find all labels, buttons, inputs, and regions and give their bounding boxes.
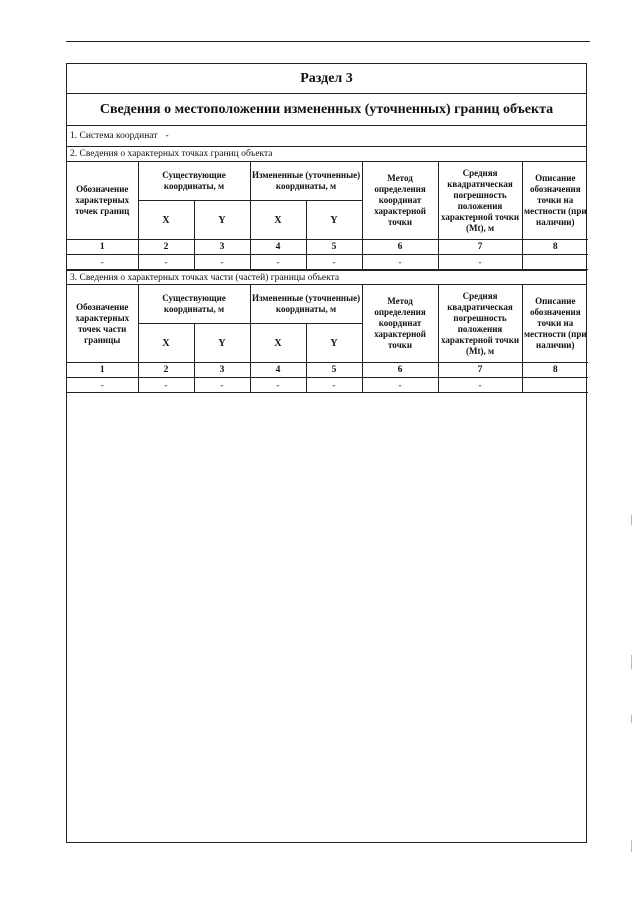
table2-col-number: 5 bbox=[306, 363, 362, 378]
table2-caption: 3. Сведения о характерных точках части (частей) границы объекта bbox=[67, 270, 586, 285]
table2-number-row bbox=[67, 363, 588, 378]
table1-header-method: Метод определения координат характерной точки bbox=[362, 162, 438, 240]
table1-number-row bbox=[67, 240, 588, 255]
table1-cell bbox=[522, 255, 588, 270]
table2 bbox=[67, 285, 588, 393]
scan-artifact bbox=[631, 655, 632, 669]
table1-col-number: 5 bbox=[306, 240, 362, 255]
table2-col-number: 4 bbox=[250, 363, 306, 378]
table1-cell: - bbox=[438, 255, 522, 270]
table2-cell: - bbox=[306, 378, 362, 393]
table2-header-point-name: Обозначение характерных точек части границы bbox=[67, 285, 138, 363]
table1-header-existing-y: Y bbox=[194, 201, 250, 240]
table1-cell: - bbox=[250, 255, 306, 270]
section-frame bbox=[66, 63, 587, 843]
scan-artifact bbox=[631, 715, 632, 723]
table1-col-number: 3 bbox=[194, 240, 250, 255]
table1 bbox=[67, 162, 588, 270]
table2-header-existing: Существующие координаты, м bbox=[138, 285, 250, 324]
table1-row bbox=[67, 255, 588, 270]
table1-col-number: 8 bbox=[522, 240, 588, 255]
table1-col-number: 4 bbox=[250, 240, 306, 255]
table1-header-point-name: Обозначение характерных точек границ bbox=[67, 162, 138, 240]
table1-col-number: 1 bbox=[67, 240, 138, 255]
scan-artifact bbox=[631, 840, 632, 852]
section-title: Раздел 3 bbox=[67, 64, 586, 94]
table2-cell: - bbox=[250, 378, 306, 393]
table2-cell: - bbox=[194, 378, 250, 393]
table1-header-existing: Существующие координаты, м bbox=[138, 162, 250, 201]
table2-col-number: 6 bbox=[362, 363, 438, 378]
coordinate-system-row bbox=[67, 126, 586, 147]
table2-col-number: 2 bbox=[138, 363, 194, 378]
table2-col-number: 3 bbox=[194, 363, 250, 378]
table1-header-error: Средняя квадратическая погрешность положения характерной точки (Mt), м bbox=[438, 162, 522, 240]
table2-header-description: Описание обозначения точки на местности (при наличии) bbox=[522, 285, 588, 363]
section-subtitle: Сведения о местоположении измененных (уточненных) границ объекта bbox=[67, 94, 586, 126]
table2-header-existing-y: Y bbox=[194, 324, 250, 363]
table1-col-number: 7 bbox=[438, 240, 522, 255]
table2-cell: - bbox=[362, 378, 438, 393]
coordinate-system-value: - bbox=[165, 131, 169, 141]
table2-cell bbox=[522, 378, 588, 393]
table2-cell: - bbox=[438, 378, 522, 393]
top-rule bbox=[66, 41, 590, 42]
table1-cell: - bbox=[67, 255, 138, 270]
table2-col-number: 7 bbox=[438, 363, 522, 378]
table1-cell: - bbox=[362, 255, 438, 270]
table2-cell: - bbox=[138, 378, 194, 393]
table2-col-number: 1 bbox=[67, 363, 138, 378]
table1-col-number: 2 bbox=[138, 240, 194, 255]
table2-header-error: Средняя квадратическая погрешность положения характерной точки (Mt), м bbox=[438, 285, 522, 363]
table1-header-changed: Измененные (уточненные) координаты, м bbox=[250, 162, 362, 201]
table1-caption: 2. Сведения о характерных точках границ объекта bbox=[67, 147, 586, 162]
table2-row bbox=[67, 378, 588, 393]
coordinate-system-label: 1. Система координат bbox=[70, 131, 158, 141]
table1-cell: - bbox=[138, 255, 194, 270]
table1-header-changed-x: X bbox=[250, 201, 306, 240]
table1-header-existing-x: X bbox=[138, 201, 194, 240]
table2-header-changed-y: Y bbox=[306, 324, 362, 363]
table2-header-method: Метод определения координат характерной точки bbox=[362, 285, 438, 363]
table2-col-number: 8 bbox=[522, 363, 588, 378]
table1-col-number: 6 bbox=[362, 240, 438, 255]
table2-header-changed: Измененные (уточненные) координаты, м bbox=[250, 285, 362, 324]
table1-header-description: Описание обозначения точки на местности (при наличии) bbox=[522, 162, 588, 240]
table1-cell: - bbox=[306, 255, 362, 270]
scan-artifact bbox=[631, 515, 632, 525]
table1-header-changed-y: Y bbox=[306, 201, 362, 240]
table2-cell: - bbox=[67, 378, 138, 393]
table2-header-existing-x: X bbox=[138, 324, 194, 363]
table2-header-changed-x: X bbox=[250, 324, 306, 363]
table1-cell: - bbox=[194, 255, 250, 270]
